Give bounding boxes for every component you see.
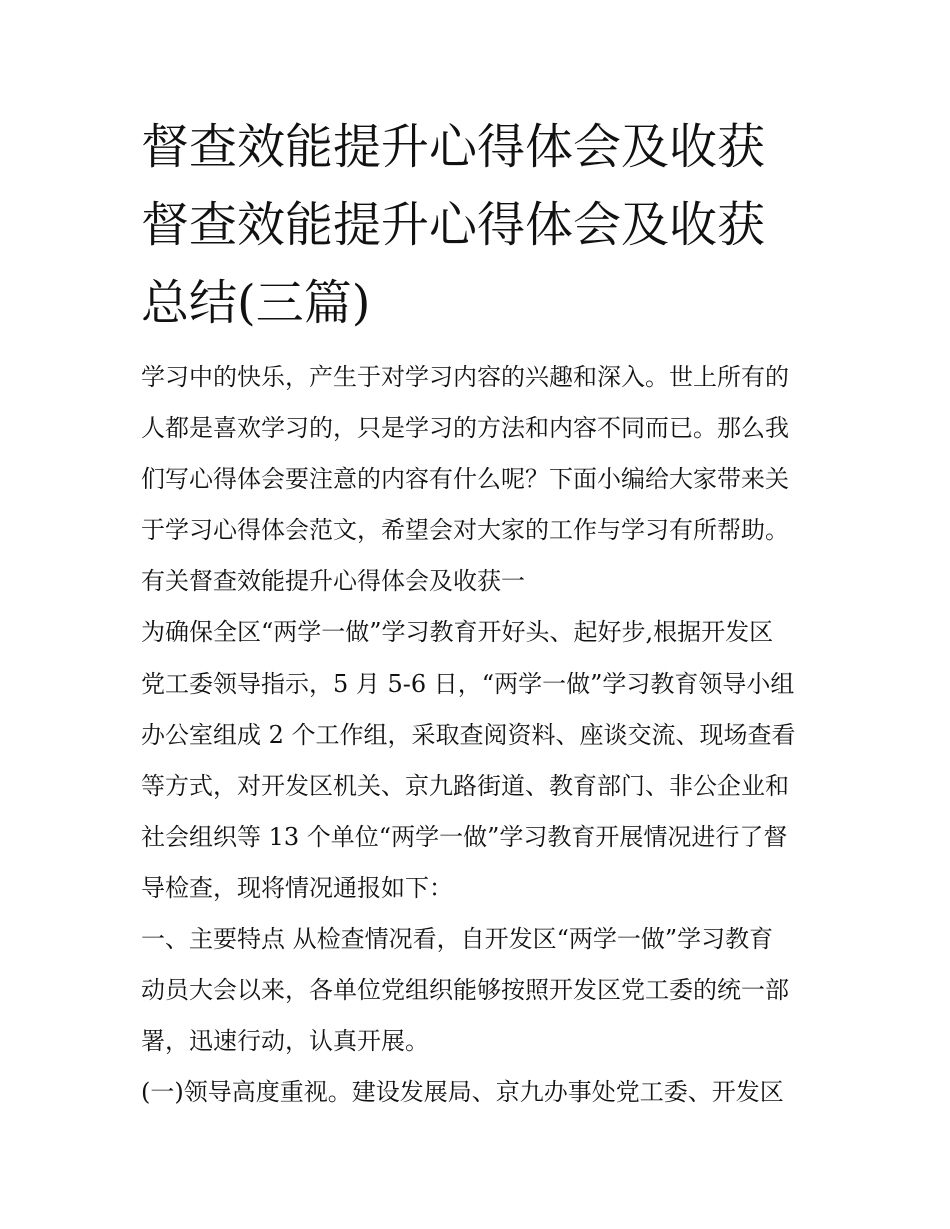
body-line: 导检查，现将情况通报如下： <box>141 873 453 902</box>
body-line: 人都是喜欢学习的，只是学习的方法和内容不同而已。那么我 <box>141 414 789 443</box>
body-line: 党工委领导指示，5 月 5-6 日，“两学一做”学习教育领导小组 <box>141 669 795 698</box>
title-line: 督查效能提升心得体会及收获 <box>141 197 766 253</box>
body-line: 署，迅速行动，认真开展。 <box>141 1027 429 1056</box>
body-line: (一)领导高度重视。建设发展局、京九办事处党工委、开发区 <box>141 1078 784 1107</box>
body-line: 于学习心得体会范文，希望会对大家的工作与学习有所帮助。 <box>141 516 789 545</box>
body-line: 一、主要特点 从检查情况看，自开发区“两学一做”学习教育 <box>141 925 774 954</box>
body-line: 为确保全区“两学一做”学习教育开好头、起好步,根据开发区 <box>141 618 774 647</box>
document-body <box>141 352 821 1118</box>
title-line: 督查效能提升心得体会及收获 <box>141 119 766 175</box>
body-line: 们写心得体会要注意的内容有什么呢？下面小编给大家带来关 <box>141 465 789 494</box>
body-line: 动员大会以来，各单位党组织能够按照开发区党工委的统一部 <box>141 976 789 1005</box>
title-line: 总结(三篇) <box>141 275 371 331</box>
body-line: 办公室组成 2 个工作组，采取查阅资料、座谈交流、现场查看 <box>141 720 796 749</box>
document-title <box>141 108 821 342</box>
body-line: 社会组织等 13 个单位“两学一做”学习教育开展情况进行了督 <box>141 822 788 851</box>
body-line: 学习中的快乐，产生于对学习内容的兴趣和深入。世上所有的 <box>141 363 789 391</box>
section-heading: 有关督查效能提升心得体会及收获一 <box>141 567 525 596</box>
body-line: 等方式，对开发区机关、京九路街道、教育部门、非公企业和 <box>141 771 789 800</box>
